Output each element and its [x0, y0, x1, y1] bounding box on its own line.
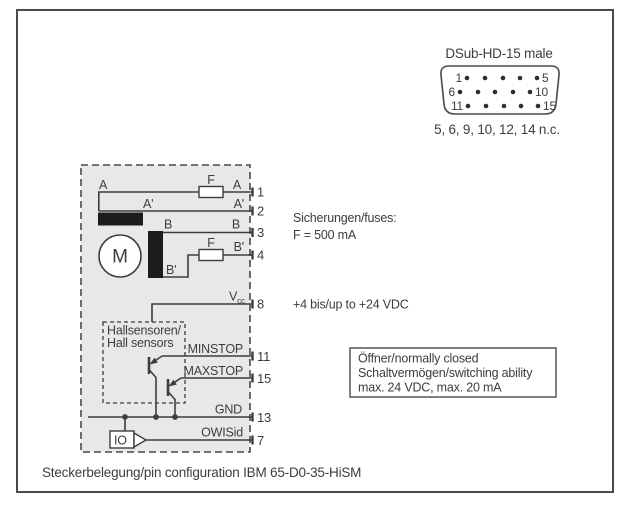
fuses-note-line1: Sicherungen/fuses: [293, 211, 397, 225]
voltage-note: +4 bis/up to +24 VDC [293, 297, 409, 312]
label-b2-right: B' [233, 240, 244, 254]
winding-b-bar [148, 231, 163, 278]
hall-box-label-line2: Hall sensors [107, 336, 174, 350]
label-b2-mid: B' [166, 263, 177, 277]
connector-row1-right-number: 5 [542, 71, 549, 85]
label-minstop: MINSTOP [187, 342, 243, 356]
label-maxstop: MAXSTOP [183, 364, 243, 378]
label-io: IO [114, 433, 127, 448]
label-b-mid: B [164, 217, 173, 232]
label-fuse-a: F [207, 173, 215, 187]
switch-box-line3: max. 24 VDC, max. 20 mA [358, 380, 502, 395]
dsub-connector [434, 46, 560, 137]
connector-nc-note: 5, 6, 9, 10, 12, 14 n.c. [434, 122, 560, 137]
gnd-junction-dot-3 [172, 414, 178, 420]
fuse-a-symbol [199, 187, 223, 198]
pin15-number: 15 [257, 371, 272, 386]
pin11-number: 11 [257, 349, 271, 364]
pin2-number: 2 [257, 203, 265, 219]
pin8-number: 8 [257, 296, 265, 312]
switch-box-line2: Schaltvermögen/switching ability [358, 366, 533, 380]
label-a2-mid: A' [143, 197, 154, 211]
motor-label: M [112, 246, 128, 268]
connector-row3-left-number: 11 [450, 99, 463, 113]
connector-title: DSub-HD-15 male [445, 46, 553, 61]
label-gnd: GND [214, 402, 242, 417]
connector-row1-left-number: 1 [455, 71, 462, 85]
figure-caption: Steckerbelegung/pin configuration IBM 65-D0-35-HiSM [42, 465, 362, 480]
fuse-b-symbol [199, 250, 223, 261]
winding-a-bar [98, 213, 143, 226]
fuses-note-line2: F = 500 mA [293, 228, 356, 242]
connector-row2-right-number: 10 [535, 85, 548, 99]
label-owisid: OWISid [201, 425, 243, 440]
pin7-number: 7 [257, 433, 265, 448]
label-b-right: B [231, 217, 240, 232]
connector-row3-right-number: 15 [543, 99, 556, 113]
pin4-number: 4 [257, 247, 265, 263]
label-fuse-b: F [207, 236, 215, 250]
label-a-left: A [99, 178, 108, 192]
switch-box-line1: Öffner/normally closed [358, 351, 479, 366]
pin3-number: 3 [257, 225, 265, 240]
label-a2-right: A' [233, 197, 244, 211]
switching-ability-box [350, 348, 556, 397]
pin1-number: 1 [257, 184, 265, 200]
connector-row2-left-number: 6 [448, 85, 455, 99]
label-a-right: A [232, 178, 241, 192]
pin13-number: 13 [257, 410, 272, 425]
label-vcc: $V_{cc}$ [229, 289, 245, 306]
gnd-junction-dot-2 [153, 414, 159, 420]
hall-box-label-line1: Hallsensoren/ [107, 323, 181, 338]
